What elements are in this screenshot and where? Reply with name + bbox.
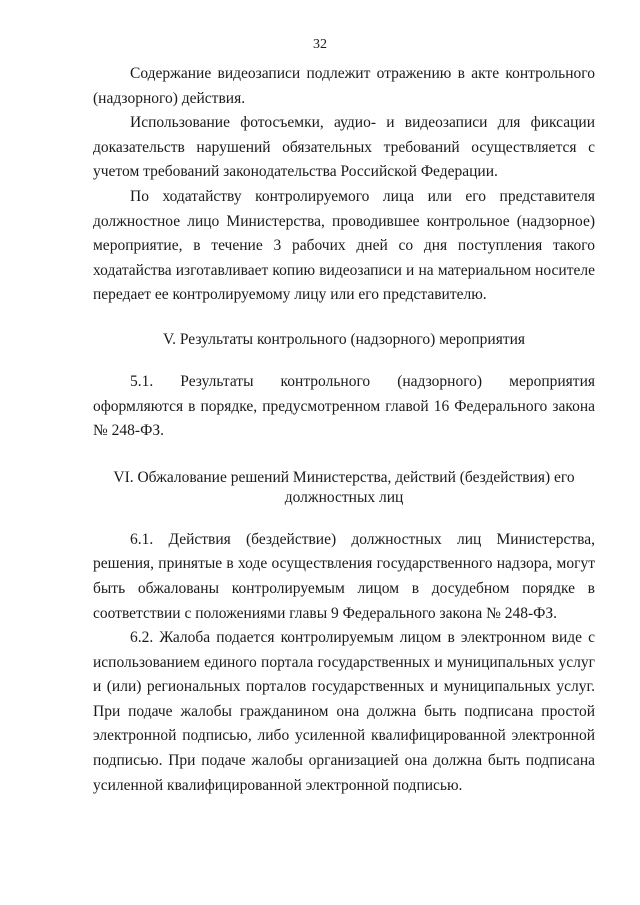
paragraph-video-copy-request: По ходатайству контролируемого лица или его представителя должностное лицо Министерства, проводившее контрольное (надзорное) мероприятие, в течение 3 рабочих дней со дня поступления такого ходатайства изготавливает копию видеозаписи и на материальном носителе передает ее контролируемому лицу или его представителю. bbox=[93, 187, 595, 304]
section-v-heading: V. Результаты контрольного (надзорного) мероприятия bbox=[162, 330, 526, 348]
page-number: 32 bbox=[313, 37, 327, 52]
document-body bbox=[93, 62, 595, 798]
section-vi-heading: VI. Обжалование решений Министерства, действий (бездействия) его должностных лиц bbox=[113, 468, 575, 506]
paragraph-6-2: 6.2. Жалоба подается контролируемым лицом в электронном виде с использованием единого портала государственных и муниципальных услуг и (или) региональных порталов государственных и муниципальных услуг. При подаче жалобы гражданином она должна быть подписана простой электронной подписью, либо усиленной квалифицированной электронной подписью. При подаче жалобы организацией она должна быть подписана усиленной квалифицированной электронной подписью. bbox=[93, 629, 595, 794]
paragraph-photo-audio-video-use: Использование фотосъемки, аудио- и видеозаписи для фиксации доказательств нарушений обязательных требований осуществляется с учетом требований законодательства Российской Федерации. bbox=[93, 114, 595, 181]
paragraph-video-content: Содержание видеозаписи подлежит отражению в акте контрольного (надзорного) действия. bbox=[93, 65, 595, 107]
paragraph-5-1: 5.1. Результаты контрольного (надзорного) мероприятия оформляются в порядке, предусмотренном главой 16 Федерального закона № 248-ФЗ. bbox=[93, 372, 595, 440]
paragraph-6-1: 6.1. Действия (бездействие) должностных лиц Министерства, решения, принятые в ходе осуществления государственного надзора, могут быть обжалованы контролируемым лицом в досудебном порядке в соответствии с положениями главы 9 Федерального закона № 248-ФЗ. bbox=[93, 530, 595, 622]
